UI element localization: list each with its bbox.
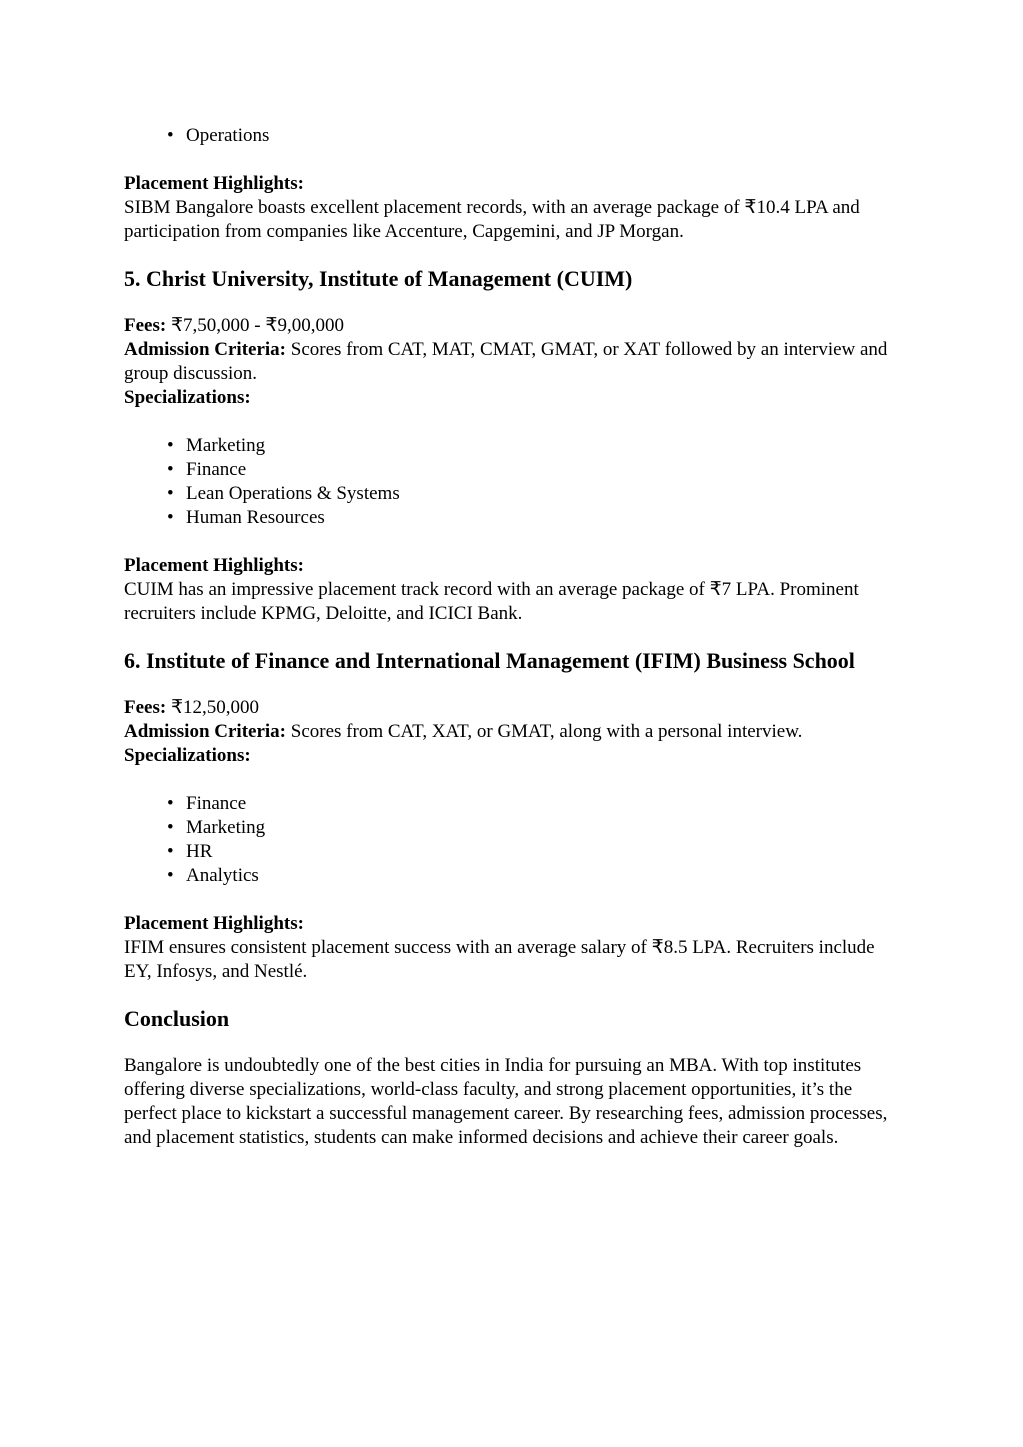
placement-label: Placement Highlights: [124, 555, 304, 576]
conclusion-text: Bangalore is undoubtedly one of the best cities in India for pursuing an MBA. With top institutes offering diverse specializations, world-class faculty, and strong placement opportunities, it’s the perfect place to kickstart a successful management career. By researching fees, admission processes, and placement statistics, students can make informed decisions and achieve their career goals. [124, 1055, 888, 1148]
admission-value: Scores from CAT, MAT, CMAT, GMAT, or XAT followed by an interview and group discussion. [124, 339, 888, 384]
placement-highlights [124, 172, 904, 244]
admission-label: Admission Criteria: [124, 339, 287, 360]
placement-highlights [124, 912, 904, 984]
placement-highlights [124, 554, 904, 626]
admission-label: Admission Criteria: [124, 721, 287, 742]
placement-label: Placement Highlights: [124, 173, 304, 194]
specializations-list [124, 792, 904, 888]
intro-specializations-list [124, 124, 904, 148]
placement-label: Placement Highlights: [124, 913, 304, 934]
specializations-label: Specializations: [124, 745, 251, 766]
list-item: • HR [124, 840, 904, 864]
list-item: • Lean Operations & Systems [124, 482, 904, 506]
list-item: • Finance [124, 458, 904, 482]
list-item: • Operations [124, 124, 904, 148]
document-page [124, 124, 904, 1150]
placement-text: SIBM Bangalore boasts excellent placement records, with an average package of ₹10.4 LPA and participation from companies like Accenture, Capgemini, and JP Morgan. [124, 197, 860, 242]
specializations-label: Specializations: [124, 387, 251, 408]
list-item: • Marketing [124, 816, 904, 840]
section-details [124, 314, 904, 410]
conclusion-heading: Conclusion [124, 1006, 230, 1031]
placement-text: CUIM has an impressive placement track record with an average package of ₹7 LPA. Prominent recruiters include KPMG, Deloitte, and ICICI Bank. [124, 579, 859, 624]
section-heading: 6. Institute of Finance and International Management (IFIM) Business School [124, 648, 855, 673]
list-item: • Finance [124, 792, 904, 816]
fees-value: ₹7,50,000 - ₹9,00,000 [166, 315, 344, 336]
list-item: • Human Resources [124, 506, 904, 530]
admission-value: Scores from CAT, XAT, or GMAT, along with a personal interview. [286, 721, 803, 742]
placement-text: IFIM ensures consistent placement success with an average salary of ₹8.5 LPA. Recruiters include EY, Infosys, and Nestlé. [124, 937, 875, 982]
fees-label: Fees: [124, 697, 167, 718]
section-details [124, 696, 904, 768]
fees-value: ₹12,50,000 [166, 697, 260, 718]
list-item: • Analytics [124, 864, 904, 888]
specializations-list [124, 434, 904, 530]
section-heading: 5. Christ University, Institute of Management (CUIM) [124, 266, 633, 291]
list-item: • Marketing [124, 434, 904, 458]
fees-label: Fees: [124, 315, 167, 336]
